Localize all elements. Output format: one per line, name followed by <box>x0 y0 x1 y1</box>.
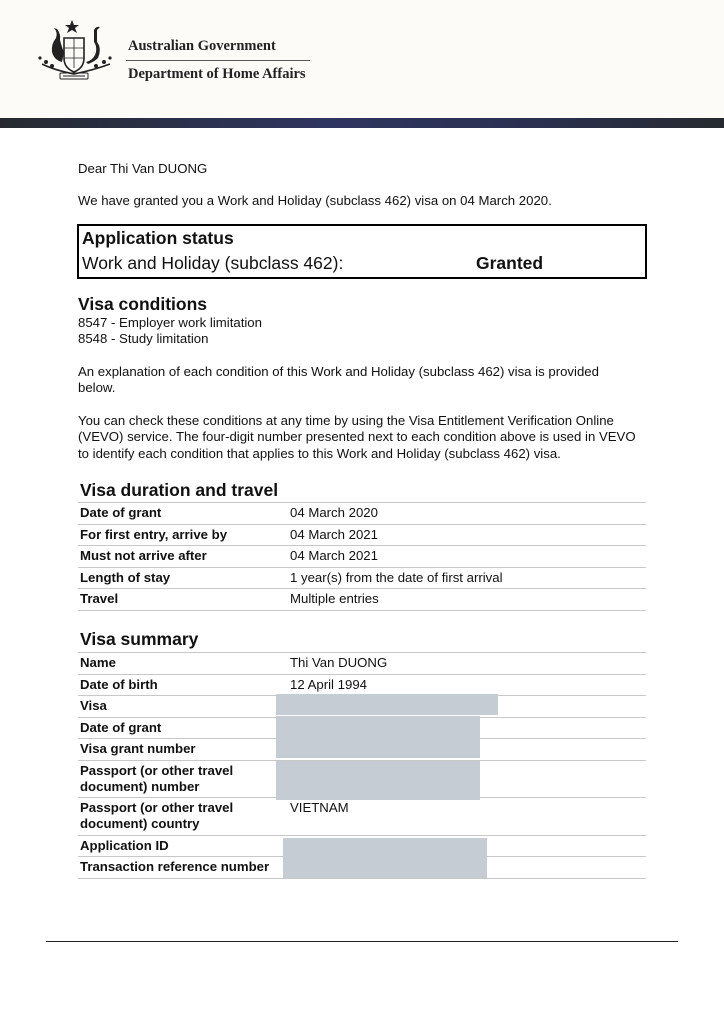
row-label: Application ID <box>80 838 169 853</box>
redacted-visa <box>276 694 498 715</box>
row-value: VIETNAM <box>290 800 349 815</box>
visa-duration-title: Visa duration and travel <box>80 480 279 500</box>
table-row <box>78 675 646 696</box>
row-value: Multiple entries <box>290 591 379 606</box>
visa-conditions-title: Visa conditions <box>78 294 208 314</box>
row-label: Passport (or other travel document) country <box>80 800 234 832</box>
redacted-application-ids <box>283 838 487 878</box>
row-label: Visa <box>80 698 107 713</box>
condition-item: 8548 - Study limitation <box>78 331 209 346</box>
row-label: Date of birth <box>80 677 158 692</box>
table-row <box>78 568 646 589</box>
row-label: Travel <box>80 591 119 606</box>
row-value: 1 year(s) from the date of first arrival <box>290 570 503 585</box>
grant-intro: We have granted you a Work and Holiday (subclass 462) visa on 04 March 2020. <box>78 193 552 208</box>
row-label: Date of grant <box>80 720 162 735</box>
row-value: 12 April 1994 <box>290 677 367 692</box>
row-value: 04 March 2021 <box>290 527 378 542</box>
conditions-explanation: An explanation of each condition of this Work and Holiday (subclass 462) visa is provided below. <box>78 364 599 396</box>
header-divider <box>126 60 310 61</box>
table-row <box>78 525 646 546</box>
row-value: Thi Van DUONG <box>290 655 388 670</box>
coat-of-arms-icon <box>34 18 124 82</box>
footer-divider <box>46 941 678 942</box>
visa-duration-table <box>78 502 646 611</box>
row-label: Transaction reference number <box>80 859 270 874</box>
vevo-note: You can check these conditions at any time by using the Visa Entitlement Verification Online (VEVO) service. The four-digit number presented next to each condition above is used in VEVO to identify each condition that applies to this Work and Holiday (subclass 462) visa. <box>78 413 636 461</box>
condition-item: 8547 - Employer work limitation <box>78 315 262 330</box>
table-row <box>78 503 646 525</box>
table-row <box>78 798 646 836</box>
row-value: 04 March 2020 <box>290 505 378 520</box>
redacted-grant-details <box>276 716 480 758</box>
department-name: Department of Home Affairs <box>128 66 306 82</box>
row-value: 04 March 2021 <box>290 548 378 563</box>
row-label: Visa grant number <box>80 741 196 756</box>
application-status-title: Application status <box>82 228 234 248</box>
letterhead <box>0 0 724 118</box>
row-label: For first entry, arrive by <box>80 527 228 542</box>
table-row <box>78 653 646 675</box>
salutation: Dear Thi Van DUONG <box>78 161 208 176</box>
row-label: Passport (or other travel document) number <box>80 763 234 795</box>
visa-summary-title: Visa summary <box>80 629 199 649</box>
application-status-visa: Work and Holiday (subclass 462): <box>82 253 344 273</box>
table-row <box>78 589 646 611</box>
table-row <box>78 546 646 568</box>
redacted-passport-number <box>276 761 480 800</box>
government-name: Australian Government <box>128 38 276 54</box>
application-status-value: Granted <box>476 253 544 273</box>
application-status-box <box>77 224 647 279</box>
row-label: Date of grant <box>80 505 162 520</box>
row-label: Length of stay <box>80 570 171 585</box>
row-label: Name <box>80 655 116 670</box>
row-label: Must not arrive after <box>80 548 207 563</box>
header-band <box>0 118 724 128</box>
